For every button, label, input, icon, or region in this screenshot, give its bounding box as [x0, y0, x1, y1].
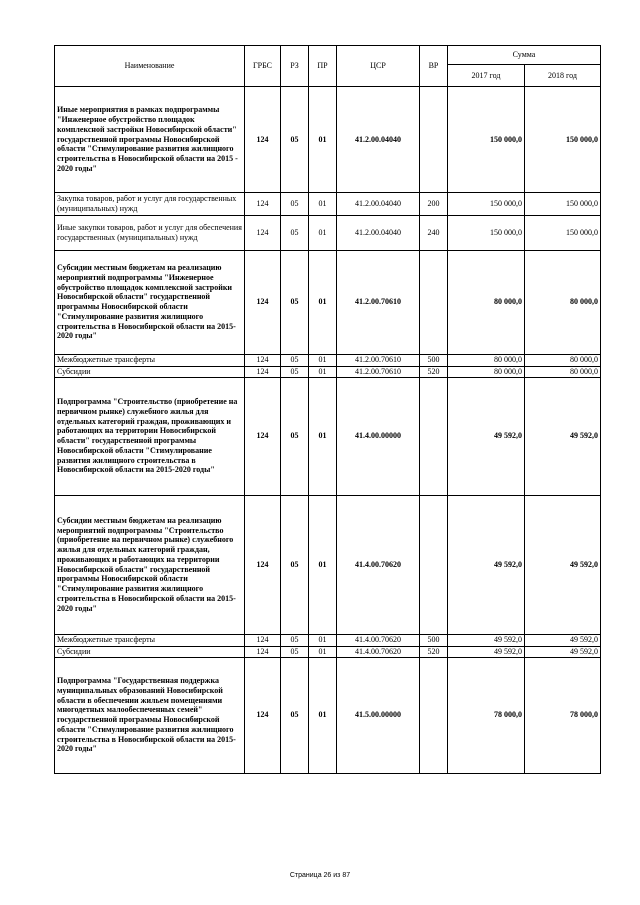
row-grbs: 124 — [245, 495, 281, 634]
row-vr — [420, 657, 448, 773]
row-rz: 05 — [281, 377, 309, 495]
row-grbs: 124 — [245, 634, 281, 646]
row-sum-2017: 150 000,0 — [448, 193, 525, 216]
row-sum-2017: 80 000,0 — [448, 250, 525, 354]
row-vr — [420, 250, 448, 354]
row-sum-2018: 49 592,0 — [525, 377, 601, 495]
header-year-2017: 2017 год — [448, 65, 525, 87]
row-sum-2018: 80 000,0 — [525, 366, 601, 377]
row-sum-2018: 80 000,0 — [525, 354, 601, 366]
row-name: Субсидии местным бюджетам на реализацию мероприятий подпрограммы "Инженерное обустройство площадок комплексной застройки Новосибирской области" государственной программы Новосибирской области "Стимулирование развития жилищного строительства в Новосибирской области на 2015-2020 годы" — [55, 250, 245, 354]
table-row — [55, 366, 601, 377]
row-pr: 01 — [309, 87, 337, 193]
row-sum-2017: 150 000,0 — [448, 215, 525, 250]
row-grbs: 124 — [245, 646, 281, 657]
row-sum-2018: 150 000,0 — [525, 215, 601, 250]
row-csr: 41.2.00.70610 — [337, 354, 420, 366]
row-grbs: 124 — [245, 354, 281, 366]
header-csr: ЦСР — [337, 46, 420, 87]
row-sum-2018: 49 592,0 — [525, 495, 601, 634]
row-vr: 500 — [420, 354, 448, 366]
row-vr — [420, 87, 448, 193]
row-vr — [420, 495, 448, 634]
row-sum-2017: 80 000,0 — [448, 366, 525, 377]
row-name: Субсидии — [55, 646, 245, 657]
row-pr: 01 — [309, 250, 337, 354]
row-vr: 500 — [420, 634, 448, 646]
row-pr: 01 — [309, 646, 337, 657]
row-pr: 01 — [309, 354, 337, 366]
row-vr: 520 — [420, 646, 448, 657]
table-row — [55, 634, 601, 646]
header-sum: Сумма — [448, 46, 601, 65]
row-sum-2018: 49 592,0 — [525, 634, 601, 646]
row-sum-2017: 78 000,0 — [448, 657, 525, 773]
row-csr: 41.4.00.00000 — [337, 377, 420, 495]
header-grbs: ГРБС — [245, 46, 281, 87]
row-name: Иные закупки товаров, работ и услуг для обеспечения государственных (муниципальных) нужд — [55, 215, 245, 250]
row-pr: 01 — [309, 634, 337, 646]
row-grbs: 124 — [245, 657, 281, 773]
row-grbs: 124 — [245, 87, 281, 193]
header-pr: ПР — [309, 46, 337, 87]
row-pr: 01 — [309, 377, 337, 495]
row-name: Подпрограмма "Строительство (приобретение на первичном рынке) служебного жилья для отдельных категорий граждан, проживающих и работающих на территории Новосибирской области" государственной программы Новосибирской области "Стимулирование развития жилищного строительства в Новосибирской области на 2015-2020 годы" — [55, 377, 245, 495]
table-row — [55, 215, 601, 250]
table-row — [55, 250, 601, 354]
row-csr: 41.2.00.04040 — [337, 87, 420, 193]
row-sum-2018: 80 000,0 — [525, 250, 601, 354]
table-row — [55, 193, 601, 216]
row-sum-2017: 49 592,0 — [448, 634, 525, 646]
header-year-2018: 2018 год — [525, 65, 601, 87]
row-vr: 520 — [420, 366, 448, 377]
row-csr: 41.2.00.04040 — [337, 215, 420, 250]
row-sum-2017: 150 000,0 — [448, 87, 525, 193]
row-pr: 01 — [309, 193, 337, 216]
header-name: Наименование — [55, 46, 245, 87]
row-sum-2017: 49 592,0 — [448, 377, 525, 495]
row-name: Подпрограмма "Государственная поддержка муниципальных образований Новосибирской области в обеспечении жильем помещениями многодетных малообеспеченных семей" государственной программы Новосибирской области "Стимулирование развития жилищного строительства в Новосибирской области на 2015-2020 годы" — [55, 657, 245, 773]
table-row — [55, 495, 601, 634]
row-grbs: 124 — [245, 250, 281, 354]
row-grbs: 124 — [245, 215, 281, 250]
table-row — [55, 646, 601, 657]
row-csr: 41.2.00.04040 — [337, 193, 420, 216]
row-sum-2017: 80 000,0 — [448, 354, 525, 366]
row-name: Закупка товаров, работ и услуг для государственных (муниципальных) нужд — [55, 193, 245, 216]
row-vr: 200 — [420, 193, 448, 216]
page-number: Страница 26 из 87 — [289, 872, 351, 879]
row-csr: 41.2.00.70610 — [337, 366, 420, 377]
row-rz: 05 — [281, 646, 309, 657]
row-name: Субсидии — [55, 366, 245, 377]
row-sum-2018: 49 592,0 — [525, 646, 601, 657]
row-sum-2018: 150 000,0 — [525, 87, 601, 193]
row-csr: 41.4.00.70620 — [337, 646, 420, 657]
header-rz: РЗ — [281, 46, 309, 87]
table-row — [55, 87, 601, 193]
row-pr: 01 — [309, 215, 337, 250]
row-rz: 05 — [281, 657, 309, 773]
row-rz: 05 — [281, 634, 309, 646]
row-vr: 240 — [420, 215, 448, 250]
row-pr: 01 — [309, 657, 337, 773]
row-rz: 05 — [281, 354, 309, 366]
row-grbs: 124 — [245, 377, 281, 495]
row-sum-2018: 150 000,0 — [525, 193, 601, 216]
row-sum-2018: 78 000,0 — [525, 657, 601, 773]
row-name: Иные мероприятия в рамках подпрограммы "Инженерное обустройство площадок комплексной застройки Новосибирской области" государственной программы Новосибирской области "Стимулирование развития жилищного строительства в Новосибирской области на 2015 - 2020 годы" — [55, 87, 245, 193]
row-rz: 05 — [281, 193, 309, 216]
table-row — [55, 354, 601, 366]
row-pr: 01 — [309, 366, 337, 377]
row-csr: 41.5.00.00000 — [337, 657, 420, 773]
row-grbs: 124 — [245, 193, 281, 216]
row-rz: 05 — [281, 250, 309, 354]
row-csr: 41.4.00.70620 — [337, 634, 420, 646]
header-vr: ВР — [420, 46, 448, 87]
budget-table — [54, 45, 601, 774]
row-vr — [420, 377, 448, 495]
row-sum-2017: 49 592,0 — [448, 495, 525, 634]
row-csr: 41.2.00.70610 — [337, 250, 420, 354]
row-rz: 05 — [281, 215, 309, 250]
row-rz: 05 — [281, 87, 309, 193]
row-pr: 01 — [309, 495, 337, 634]
row-csr: 41.4.00.70620 — [337, 495, 420, 634]
row-rz: 05 — [281, 366, 309, 377]
table-row — [55, 657, 601, 773]
row-sum-2017: 49 592,0 — [448, 646, 525, 657]
row-rz: 05 — [281, 495, 309, 634]
row-name: Межбюджетные трансферты — [55, 634, 245, 646]
table-row — [55, 377, 601, 495]
row-name: Межбюджетные трансферты — [55, 354, 245, 366]
row-name: Субсидии местным бюджетам на реализацию мероприятий подпрограммы "Строительство (приобретение на первичном рынке) служебного жилья для отдельных категорий граждан, проживающих и работающих на территории Новосибирской области" государственной программы Новосибирской области "Стимулирование развития жилищного строительства в Новосибирской области на 2015-2020 годы" — [55, 495, 245, 634]
row-grbs: 124 — [245, 366, 281, 377]
